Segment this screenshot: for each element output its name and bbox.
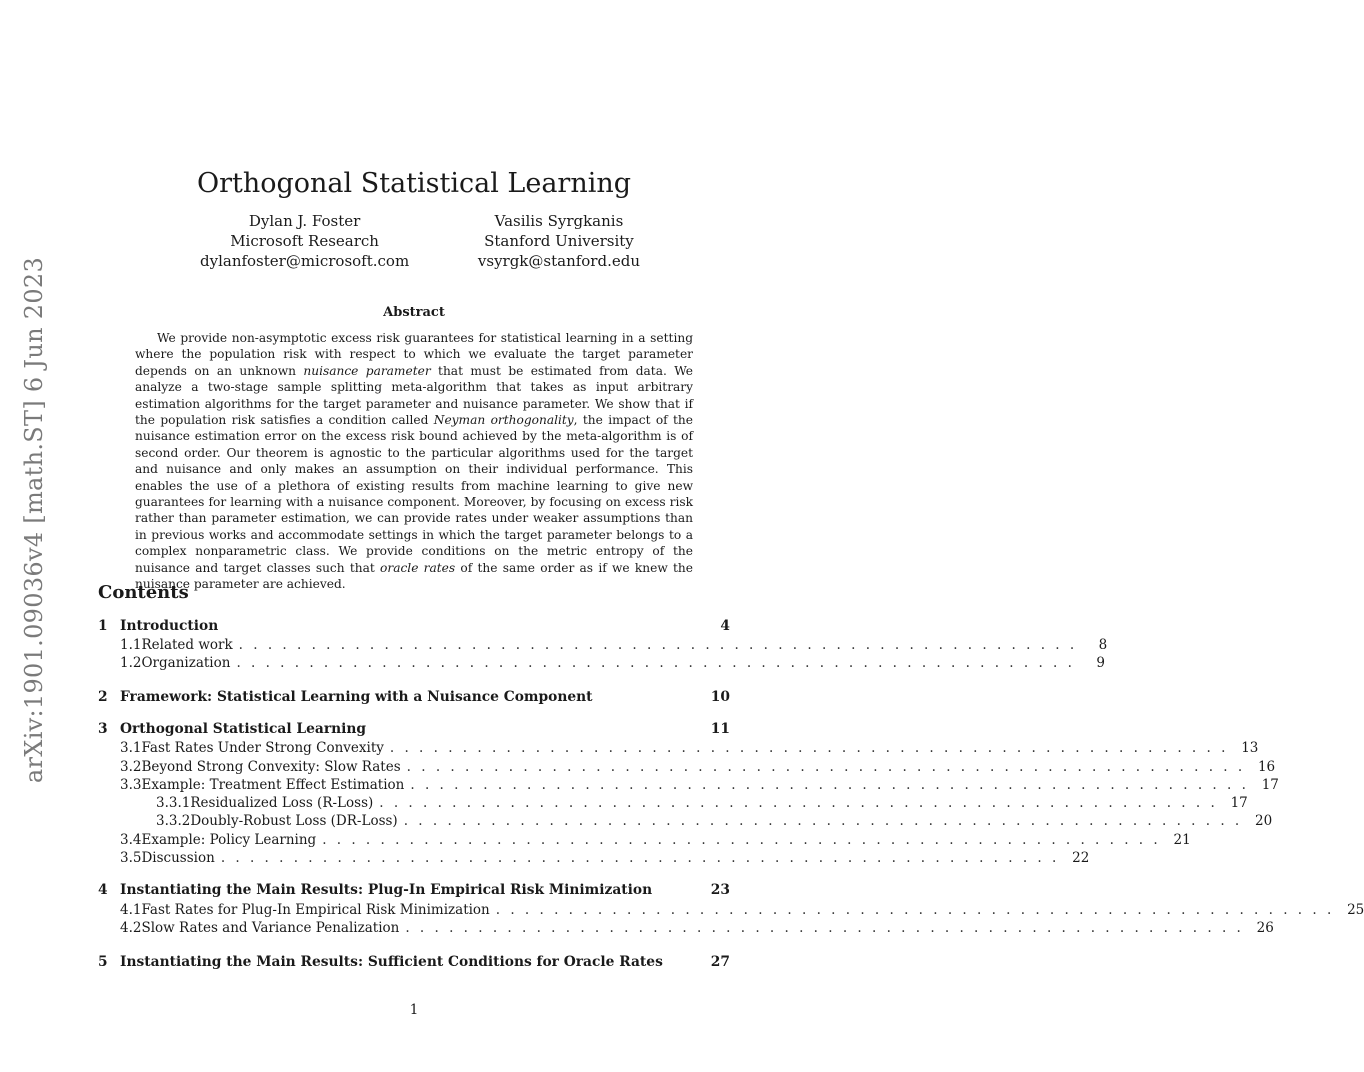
toc-section-entry[interactable] xyxy=(98,618,730,636)
toc-dot-leader: . . . . . . . . . . . . . . . . . . . . . . . . . . . . . . . . . . . . . . . . . . . . . . . . . . . . . . . . . . xyxy=(403,813,1243,829)
toc-dot-leader: . . . . . . . . . . . . . . . . . . . . . . . . . . . . . . . . . . . . . . . . . . . . . . . . . . . . . . . . . . xyxy=(236,655,1075,671)
abstract-emphasis: nuisance parameter xyxy=(303,363,431,378)
toc-entry-title: Fast Rates Under Strong Convexity xyxy=(141,740,384,756)
toc-entry-number: 3.3 xyxy=(120,777,142,793)
toc-entry-page: 17 xyxy=(1261,777,1279,793)
author-email: vsyrgk@stanford.edu xyxy=(477,252,640,270)
author-block xyxy=(200,211,640,271)
toc-subsection-entry[interactable] xyxy=(98,902,1364,920)
toc-entry-number: 3.5 xyxy=(120,850,142,866)
toc-subsection-entry[interactable] xyxy=(98,655,1105,673)
toc-entry-number: 3.1 xyxy=(120,740,142,756)
toc-entry-title: Discussion xyxy=(141,850,215,866)
toc-section-entry[interactable] xyxy=(98,882,730,900)
abstract-part: We provide non-asymptotic excess risk guarantees for statistical learning in a setting where the population risk with respect to which we evaluate the target parameter depends on an unknown xyxy=(135,331,693,378)
toc-entry-title: Instantiating the Main Results: Sufficient Conditions for Oracle Rates xyxy=(120,954,663,970)
toc-subsection-entry[interactable] xyxy=(98,637,1108,655)
author-name: Vasilis Syrgkanis xyxy=(494,212,624,230)
toc-entry-title: Orthogonal Statistical Learning xyxy=(120,721,367,737)
toc-entry-number: 3.3.2 xyxy=(156,813,191,829)
toc-subsection-entry[interactable] xyxy=(98,759,1276,777)
toc-subsection-entry[interactable] xyxy=(98,813,1273,831)
toc-entry-number: 3.3.1 xyxy=(156,795,191,811)
toc-entry-number: 5 xyxy=(98,954,108,970)
toc-dot-leader: . . . . . . . . . . . . . . . . . . . . . . . . . . . . . . . . . . . . . . . . . . . . . . . . . . . . . . . . . . xyxy=(379,795,1218,811)
toc-entry-page: 23 xyxy=(710,882,730,898)
toc-entry-title: Doubly-Robust Loss (DR-Loss) xyxy=(190,813,398,829)
toc-entry-number: 4.1 xyxy=(120,902,142,918)
abstract-text xyxy=(135,330,693,593)
author-email: dylanfoster@microsoft.com xyxy=(200,252,410,270)
toc-entry-page: 10 xyxy=(710,689,730,705)
abstract-part: , the impact of the nuisance estimation error on the excess risk bound achieved by the meta-algorithm is of second order. Our theorem is agnostic to the particular algorithms used for the target and nuisance and only makes an assumption on their individual performance. This enables the use of a plethora of existing results from machine learning to give new guarantees for learning with a nuisance component. Moreover, by focusing on excess risk rather than parameter estimation, we can provide rates under weaker assumptions than in previous works and accommodate settings in which the target parameter belongs to a complex nonparametric class. We provide conditions on the metric entropy of the nuisance and target classes such that xyxy=(135,413,693,575)
toc-section-entry[interactable] xyxy=(98,689,730,707)
toc-dot-leader: . . . . . . . . . . . . . . . . . . . . . . . . . . . . . . . . . . . . . . . . . . . . . . . . . . . . . . . . . . xyxy=(410,777,1249,793)
toc-entry-title: Related work xyxy=(141,637,233,653)
author-affiliation: Stanford University xyxy=(484,232,634,250)
toc-subsection-entry[interactable] xyxy=(98,920,1274,938)
toc-entry-title: Fast Rates for Plug-In Empirical Risk Minimization xyxy=(141,902,490,918)
author-affiliation: Microsoft Research xyxy=(230,232,379,250)
toc-subsection-entry[interactable] xyxy=(98,850,1090,868)
toc-subsection-entry[interactable] xyxy=(98,777,1279,795)
arxiv-identifier: arXiv:1901.09036v4 [math.ST] 6 Jun 2023 xyxy=(20,256,48,784)
toc-entry-page: 22 xyxy=(1072,850,1090,866)
toc-entry-number: 1.2 xyxy=(120,655,142,671)
toc-subsection-entry[interactable] xyxy=(98,740,1259,758)
toc-entry-page: 16 xyxy=(1257,759,1276,775)
toc-entry-page: 8 xyxy=(1098,637,1108,653)
toc-entry-title: Slow Rates and Variance Penalization xyxy=(141,920,400,936)
toc-entry-number: 1.1 xyxy=(120,637,142,653)
toc-dot-leader: . . . . . . . . . . . . . . . . . . . . . . . . . . . . . . . . . . . . . . . . . . . . . . . . . . . . . . . . . . xyxy=(389,740,1229,756)
abstract-part: that must be estimated from data. We analyze a two-stage sample splitting meta-algorithm that takes as input arbitrary estimation algorithms for the target parameter and nuisance parameter. We show that if the population risk satisfies a condition called xyxy=(135,363,693,428)
toc-entry-title: Introduction xyxy=(120,618,219,634)
toc-entry-number: 3.4 xyxy=(120,832,142,848)
arxiv-sidebar xyxy=(14,256,54,784)
toc-entry-title: Instantiating the Main Results: Plug-In Empirical Risk Minimization xyxy=(120,882,653,898)
abstract-heading: Abstract xyxy=(383,305,445,320)
abstract-emphasis: Neyman orthogonality xyxy=(433,413,574,428)
toc-entry-page: 25 xyxy=(1347,902,1364,918)
toc-entry-title: Organization xyxy=(141,655,231,671)
toc-entry-number: 1 xyxy=(98,618,108,634)
toc-entry-title: Residualized Loss (R-Loss) xyxy=(190,795,374,811)
toc-dot-leader: . . . . . . . . . . . . . . . . . . . . . . . . . . . . . . . . . . . . . . . . . . . . . . . . . . . . . . . . . . xyxy=(495,902,1335,918)
toc-subsection-entry[interactable] xyxy=(98,832,1191,850)
toc-subsection-entry[interactable] xyxy=(98,795,1248,813)
author-1 xyxy=(200,211,409,271)
toc-section-entry[interactable] xyxy=(98,954,730,972)
toc-entry-page: 20 xyxy=(1255,813,1273,829)
toc-entry-page: 21 xyxy=(1173,832,1191,848)
toc-entry-title: Framework: Statistical Learning with a Nuisance Component xyxy=(120,689,593,705)
page-number: 1 xyxy=(409,1002,419,1018)
toc-dot-leader: . . . . . . . . . . . . . . . . . . . . . . . . . . . . . . . . . . . . . . . . . . . . . . . . . . . . . . . . . . xyxy=(322,832,1161,848)
paper-title: Orthogonal Statistical Learning xyxy=(196,168,632,200)
toc-dot-leader: . . . . . . . . . . . . . . . . . . . . . . . . . . . . . . . . . . . . . . . . . . . . . . . . . . . . . . . . . . xyxy=(238,637,1078,653)
abstract-emphasis: oracle rates xyxy=(380,560,456,575)
toc-entry-number: 2 xyxy=(98,689,108,705)
toc-entry-page: 4 xyxy=(720,618,730,634)
author-2 xyxy=(478,211,640,271)
contents-heading: Contents xyxy=(98,582,189,603)
toc-dot-leader: . . . . . . . . . . . . . . . . . . . . . . . . . . . . . . . . . . . . . . . . . . . . . . . . . . . . . . . . . . xyxy=(220,850,1060,866)
toc-entry-page: 27 xyxy=(710,954,730,970)
toc-entry-page: 26 xyxy=(1256,920,1274,936)
toc-entry-number: 4.2 xyxy=(120,920,142,936)
toc-entry-page: 9 xyxy=(1096,655,1105,671)
toc-entry-number: 3.2 xyxy=(120,759,142,775)
toc-entry-title: Beyond Strong Convexity: Slow Rates xyxy=(141,759,401,775)
toc-dot-leader: . . . . . . . . . . . . . . . . . . . . . . . . . . . . . . . . . . . . . . . . . . . . . . . . . . . . . . . . . . xyxy=(406,759,1246,775)
toc-entry-page: 11 xyxy=(710,721,730,737)
toc-entry-number: 3 xyxy=(98,721,108,737)
toc-entry-page: 13 xyxy=(1241,740,1259,756)
abstract-part: of the same order as if we knew the nuisance parameter are achieved. xyxy=(135,560,693,592)
toc-entry-title: Example: Policy Learning xyxy=(141,832,317,848)
toc-entry-number: 4 xyxy=(98,882,108,898)
toc-section-entry[interactable] xyxy=(98,721,730,739)
toc-entry-title: Example: Treatment Effect Estimation xyxy=(141,777,405,793)
author-name: Dylan J. Foster xyxy=(248,212,361,230)
toc-dot-leader: . . . . . . . . . . . . . . . . . . . . . . . . . . . . . . . . . . . . . . . . . . . . . . . . . . . . . . . . . . xyxy=(405,920,1244,936)
toc-entry-page: 17 xyxy=(1230,795,1248,811)
